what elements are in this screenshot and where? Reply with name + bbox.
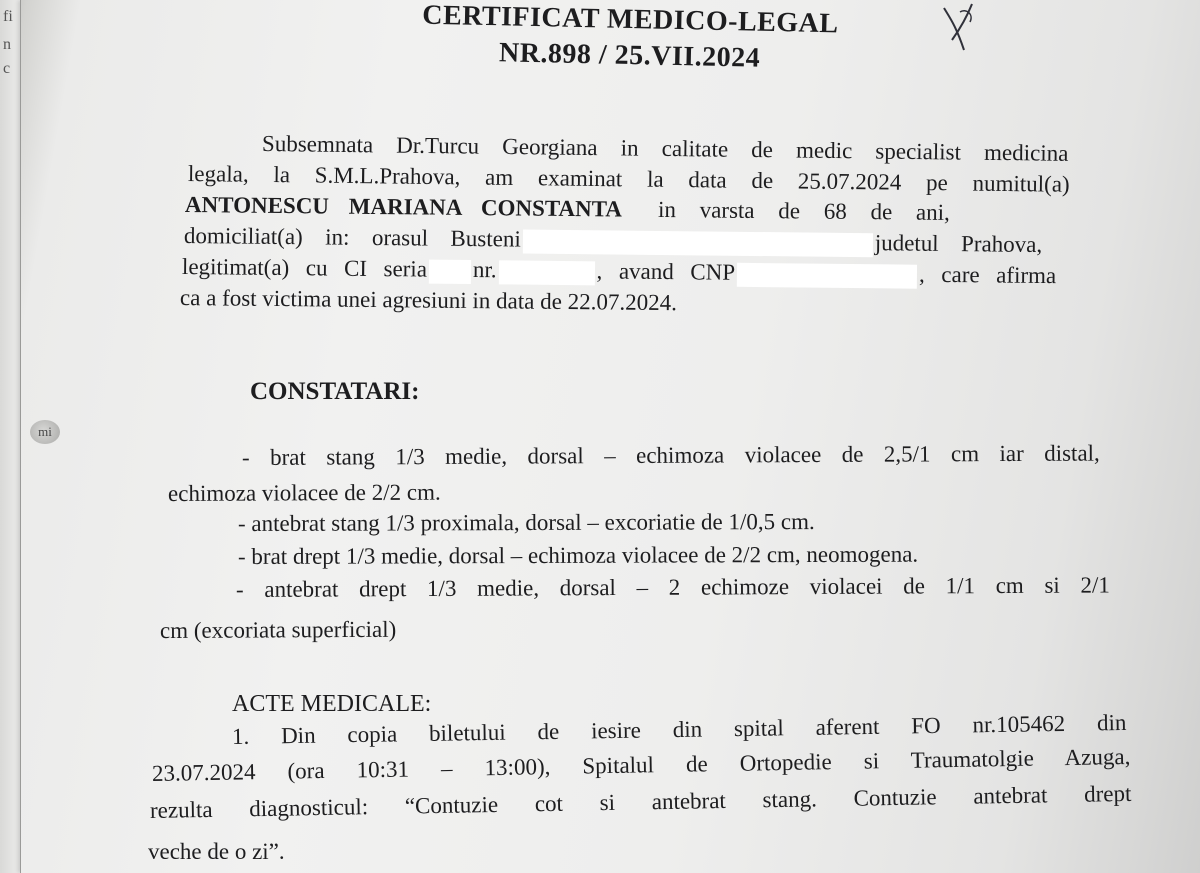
acte-line-1: 1. Din copia biletului de iesire din spital aferent FO nr.105462 din [231, 709, 1127, 749]
cnp-label: , avand CNP [596, 258, 736, 285]
redacted-id-number [498, 260, 594, 285]
acte-heading: ACTE MEDICALE: [232, 691, 432, 717]
patient-name: ANTONESCU MARIANA CONSTANTA [184, 192, 623, 222]
punch-hole [30, 420, 60, 444]
claim-text: , care afirma [918, 261, 1057, 289]
acte-line-2: 23.07.2024 (ora 10:31 – 13:00), Spitalul de Ortopedie si Traumatolgie Azuga, [151, 743, 1131, 786]
county-text: judetul Prahova, [874, 230, 1043, 257]
acte-line-3: rezulta diagnosticul: “Contuzie cot si antebrat stang. Contuzie antebrat drept [149, 780, 1132, 823]
constatari-line-2: echimoza violacee de 2/2 cm. [167, 479, 441, 506]
constatari-line-3: - antebrat stang 1/3 proximala, dorsal – excoriatie de 1/0,5 cm. [237, 508, 815, 536]
id-series-label: legitimat(a) cu CI seria [181, 254, 428, 282]
acte-line-4: veche de o zi”. [148, 839, 285, 864]
constatari-line-5: - antebrat drept 1/3 medie, dorsal – 2 echimoze violacei de 1/1 cm si 2/1 [235, 572, 1110, 602]
constatari-line-6: cm (excoriata superficial) [159, 616, 397, 643]
handwritten-signature [930, 0, 990, 55]
intro-line-6: ca a fost victima unei agresiuni in data de 22.07.2024. [179, 285, 678, 316]
id-number-label: nr. [472, 257, 497, 283]
margin-fragment: n [3, 36, 11, 53]
intro-line-1: Subsemnata Dr.Turcu Georgiana in calitate de medic specialist medicina [261, 131, 1069, 166]
age-text: in varsta de 68 de ani, [657, 196, 950, 226]
constatari-line-4: - brat drept 1/3 medie, dorsal – echimoza violacee de 2/2 cm, neomogena. [237, 541, 919, 569]
constatari-heading: CONSTATARI: [250, 378, 420, 405]
underlying-page-edge [0, 0, 21, 873]
redacted-id-series [429, 259, 471, 283]
redacted-cnp [737, 263, 917, 289]
title-line-1: CERTIFICAT MEDICO-LEGAL [421, 0, 839, 40]
intro-line-2: legala, la S.M.L.Prahova, am examinat la data de 25.07.2024 pe numitul(a) [187, 161, 1070, 197]
hole-text: mi [38, 424, 52, 439]
margin-fragment: c [3, 60, 11, 77]
document-title [379, 0, 880, 79]
redacted-address [523, 229, 873, 257]
address-text: domiciliat(a) in: orasul Busteni [183, 223, 521, 252]
title-line-2: NR.898 / 25.VII.2024 [498, 37, 761, 74]
margin-fragment: fi [3, 8, 13, 25]
constatari-line-1: - brat stang 1/3 medie, dorsal – echimoza violacee de 2,5/1 cm iar distal, [241, 440, 1100, 470]
